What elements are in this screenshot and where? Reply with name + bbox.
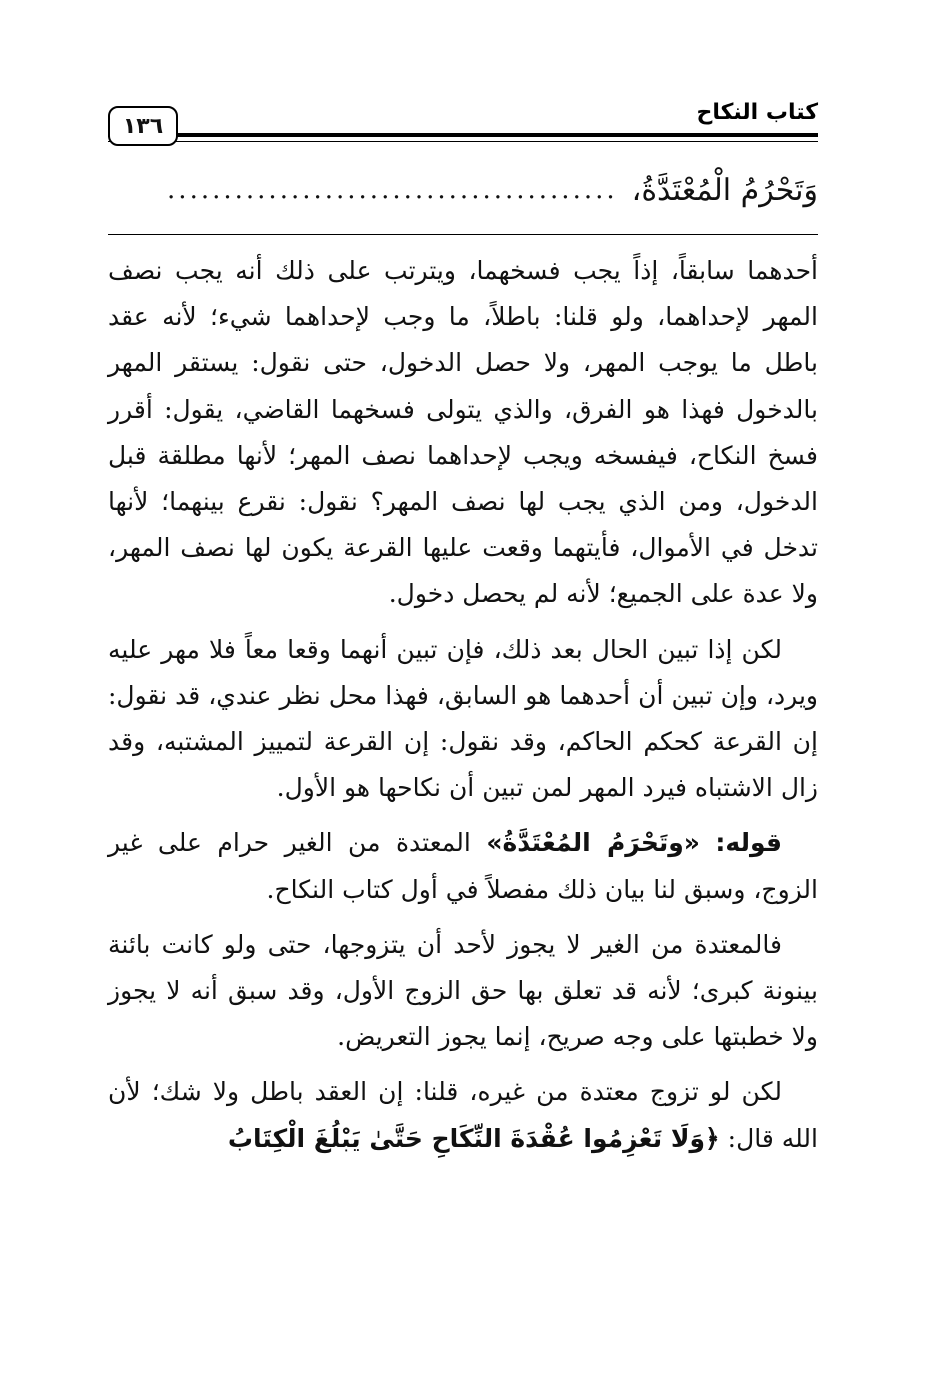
commentary-body: [108, 248, 818, 1171]
page-number-box: [108, 106, 178, 146]
paragraph-4: فالمعتدة من الغير لا يجوز لأحد أن يتزوجها، حتى ولو كانت بائنة بينونة كبرى؛ لأنه قد تعلق بها حق الزوج الأول، وقد سبق أنه لا يجوز ولا خطبتها على وجه صريح، إنما يجوز التعريض.: [108, 929, 818, 1052]
matn-line: [108, 162, 818, 218]
quoted-matn: «وتَحْرَمُ المُعْتَدَّةُ»: [486, 828, 700, 858]
paragraph-1: أحدهما سابقاً، إذاً يجب فسخهما، ويترتب على ذلك أنه يجب نصف المهر لإحداهما، ولو قلنا: باطلاً، ما وجب لإحداهما شيء؛ لأنه عقد باطل ما يوجب المهر، ولا حصل الدخول، حتى نقول: يستقر المهر بالدخول فهذا هو الفرق، والذي يتولى فسخهما القاضي، يقول: أقرر فسخ النكاح، فيفسخه ويجب لإحداهما نصف المهر؛ لأنها مطلقة قبل الدخول، ومن الذي يجب لها نصف المهر؟ نقول: نقرع بينهما؛ لأنها تدخل في الأموال، فأيتهما وقعت عليها القرعة يكون لها نصف المهر، ولا عدة على الجميع؛ لأنه لم يحصل دخول.: [108, 256, 818, 609]
paragraph-3-text: المعتدة من الغير حرام على غير الزوج، وسبق لنا بيان ذلك مفصلاً في أول كتاب النكاح.: [108, 828, 818, 904]
quran-verse: ﴿وَلَا تَعْزِمُوا عُقْدَةَ النِّكَاحِ حَتَّىٰ يَبْلُغَ الْكِتَابُ: [227, 1123, 720, 1153]
header-book-title: كتاب النكاح: [696, 100, 818, 125]
paragraph-2: لكن إذا تبين الحال بعد ذلك، فإن تبين أنهما وقعا معاً فلا مهر عليه ويرد، وإن تبين أن أحدهما هو السابق، فهذا محل نظر عندي، قد نقول: إن القرعة كحكم الحاكم، وقد نقول: إن القرعة لتمييز المشتبه، وقد زال الاشتباه فيرد المهر لمن تبين أن نكاحها هو الأول.: [108, 634, 818, 803]
qawluhu-label: قوله:: [715, 828, 783, 858]
page-header: [108, 96, 818, 156]
paragraph-5-text: لكن لو تزوج معتدة من غيره، قلنا: إن العقد باطل ولا شك؛ لأن الله قال:: [108, 1077, 818, 1153]
matn-separator: [108, 234, 818, 235]
header-rule-thin: [108, 141, 818, 142]
header-rule-thick: [108, 133, 818, 137]
matn-text: وَتَحْرُمُ الْمُعْتَدَّةُ،: [631, 172, 818, 208]
paragraph-5: [108, 1069, 818, 1161]
matn-dots: ........................................: [167, 175, 618, 205]
page-number: ١٣٦: [122, 113, 164, 139]
paragraph-3: [108, 820, 818, 912]
